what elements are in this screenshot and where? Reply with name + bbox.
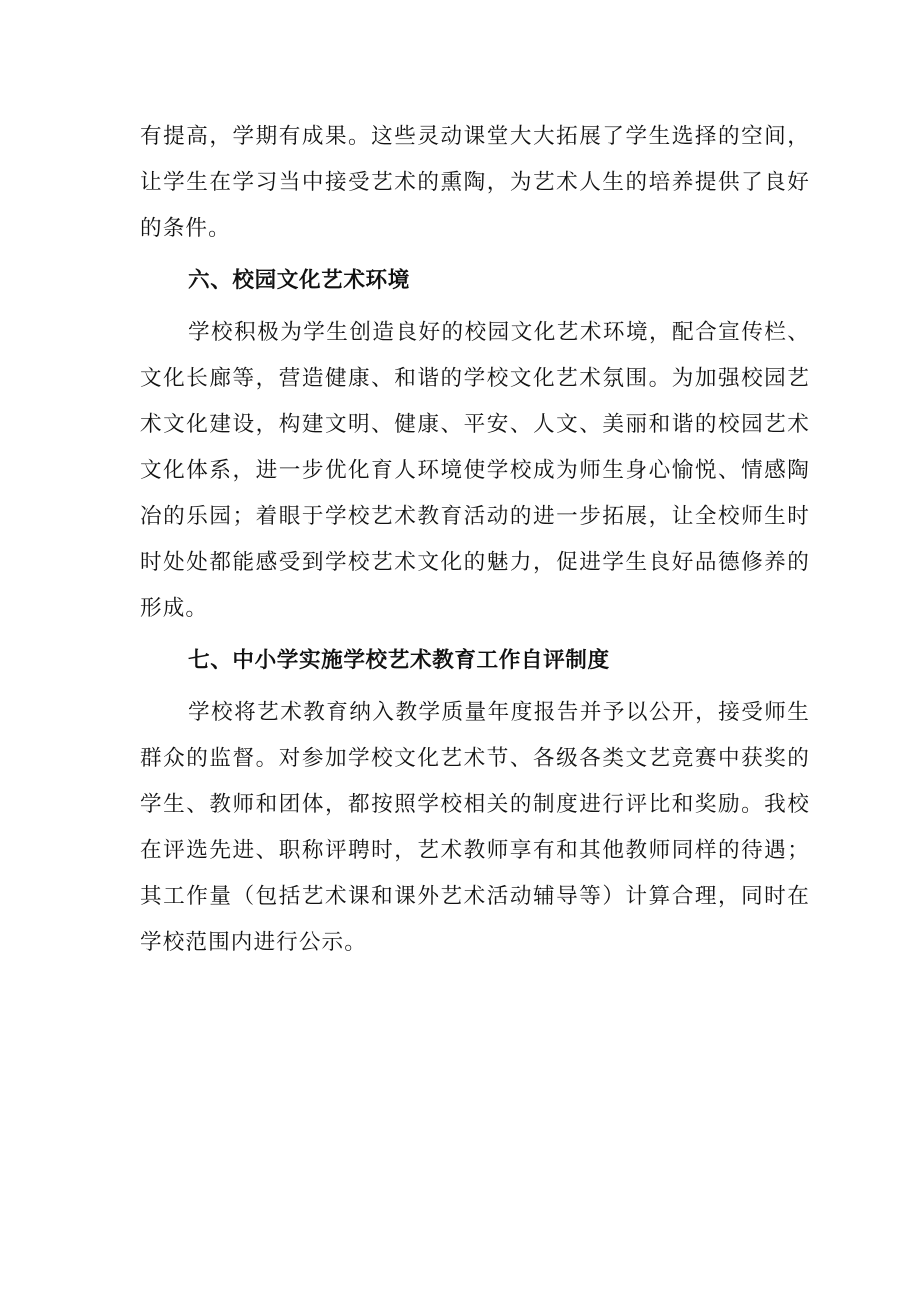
document-body bbox=[140, 114, 810, 966]
section-paragraph-self-evaluation: 学校将艺术教育纳入教学质量年度报告并予以公开，接受师生群众的监督。对参加学校文化艺术节、各级各类文艺竞赛中获奖的学生、教师和团体，都按照学校相关的制度进行评比和奖励。我校在评选先进、职称评聘时，艺术教师享有和其他教师同样的待遇；其工作量（包括艺术课和课外艺术活动辅导等）计算合理，同时在学校范围内进行公示。 bbox=[140, 700, 810, 955]
intro-paragraph: 有提高，学期有成果。这些灵动课堂大大拓展了学生选择的空间，让学生在学习当中接受艺术的熏陶，为艺术人生的培养提供了良好的条件。 bbox=[140, 124, 810, 241]
section-heading-campus-culture: 六、校园文化艺术环境 bbox=[188, 268, 410, 293]
section-heading-self-evaluation: 七、中小学实施学校艺术教育工作自评制度 bbox=[188, 648, 610, 673]
section-paragraph-campus-culture: 学校积极为学生创造良好的校园文化艺术环境，配合宣传栏、文化长廊等，营造健康、和谐的学校文化艺术氛围。为加强校园艺术文化建设，构建文明、健康、平安、人文、美丽和谐的校园艺术文化体系，进一步优化育人环境使学校成为师生身心愉悦、情感陶冶的乐园；着眼于学校艺术教育活动的进一步拓展，让全校师生时时处处都能感受到学校艺术文化的魅力，促进学生良好品德修养的形成。 bbox=[140, 320, 810, 621]
